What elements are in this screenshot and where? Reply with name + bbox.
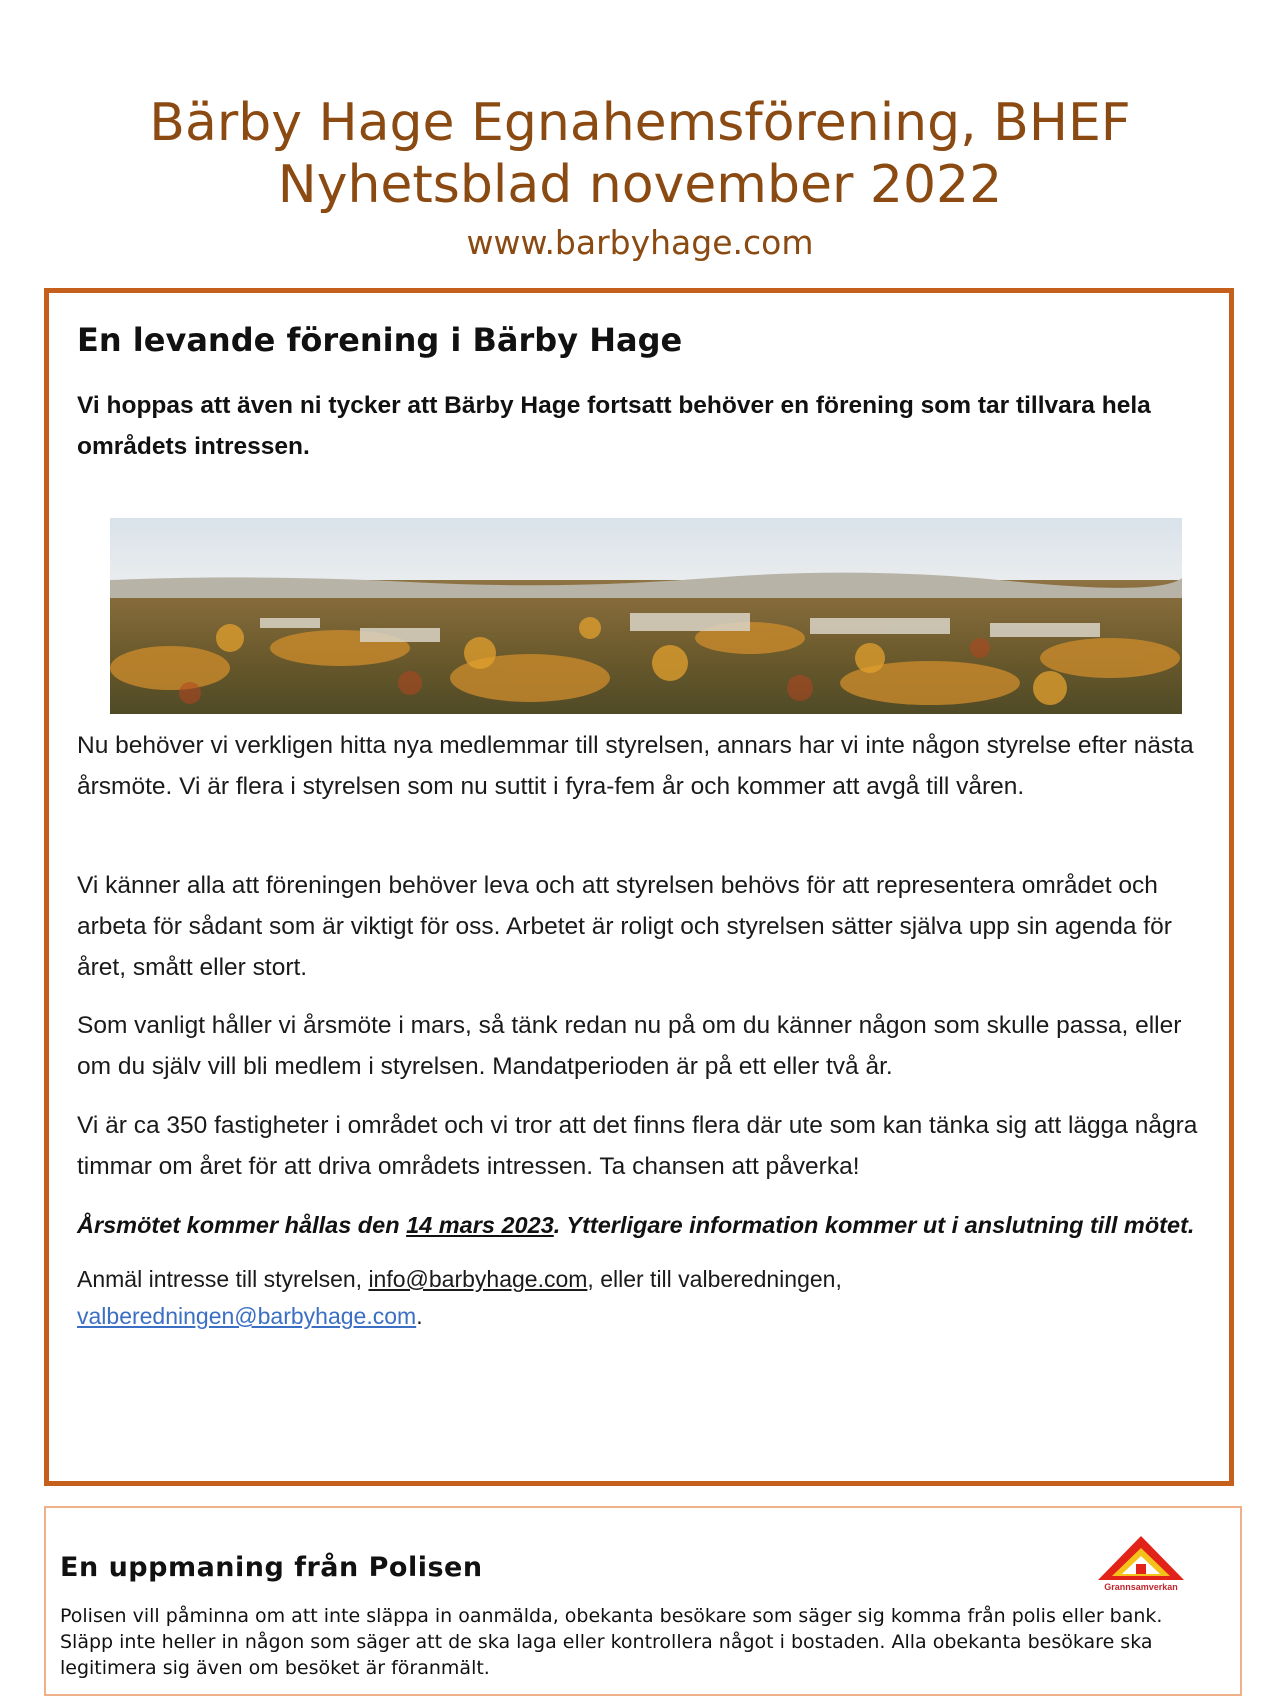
article-paragraph: Som vanligt håller vi årsmöte i mars, så tänk redan nu på om du känner någon som skulle passa, eller om du själv vill bli medlem i styrelsen. Mandatperioden är på ett eller två år. — [77, 1012, 1182, 1080]
newsletter-subtitle: Nyhetsblad november 2022 — [277, 155, 1003, 215]
neighborhood-panorama-photo — [110, 518, 1182, 714]
contact-prefix: Anmäl intresse till styrelsen, — [77, 1266, 369, 1292]
article-paragraph: Vi är ca 350 fastigheter i området och vi tror att det finns flera där ute som kan tänka sig att lägga några timmar om året för att driva områdets intressen. Ta chansen att påverka! — [77, 1112, 1198, 1180]
masthead — [0, 92, 1280, 266]
police-heading: En uppmaning från Polisen — [60, 1552, 483, 1583]
article-paragraph: Nu behöver vi verkligen hitta nya medlemmar till styrelsen, annars har vi inte någon styrelse efter nästa årsmöte. Vi är flera i styrelsen som nu suttit i fyra-fem år och kommer att avgå till våren. — [77, 732, 1194, 800]
logo-caption: Grannsamverkan — [1104, 1582, 1178, 1592]
contact-suffix: . — [416, 1303, 423, 1329]
main-article-box — [44, 288, 1234, 1486]
police-notice-box — [44, 1506, 1242, 1696]
website-url[interactable]: www.barbyhage.com — [466, 223, 814, 262]
nomination-email-link[interactable]: valberedningen@barbyhage.com — [77, 1303, 417, 1329]
grannsamverkan-logo-icon — [1094, 1534, 1188, 1596]
article-lead: Vi hoppas att även ni tycker att Bärby Hage fortsatt behöver en förening som tar tillvara hela områdets intressen. — [77, 392, 1151, 460]
article-paragraph: Vi känner alla att föreningen behöver leva och att styrelsen behövs för att representera området och arbeta för sådant som är viktigt för oss. Arbetet är roligt och styrelsen sätter själva upp sin agenda för året, smått eller stort. — [77, 872, 1172, 981]
meeting-prefix: Årsmötet kommer hållas den — [77, 1212, 407, 1238]
article-heading: En levande förening i Bärby Hage — [77, 321, 683, 359]
police-body: Polisen vill påminna om att inte släppa in oanmälda, obekanta besökare som säger sig komma från polis eller bank. Släpp inte heller in någon som säger att de ska laga eller kontrollera något i bostaden. Alla obekanta besökare ska legitimera sig även om besöket är föranmält. — [60, 1605, 1163, 1679]
contact-middle: , eller till valberedningen, — [587, 1266, 842, 1292]
meeting-date: 14 mars 2023 — [406, 1212, 554, 1238]
board-email-link[interactable]: info@barbyhage.com — [368, 1266, 588, 1292]
meeting-suffix: . Ytterligare information kommer ut i anslutning till mötet. — [553, 1212, 1195, 1238]
contact-info — [77, 1261, 1207, 1335]
newsletter-title: Bärby Hage Egnahemsförening, BHEF — [149, 93, 1131, 153]
annual-meeting-notice — [77, 1205, 1217, 1246]
